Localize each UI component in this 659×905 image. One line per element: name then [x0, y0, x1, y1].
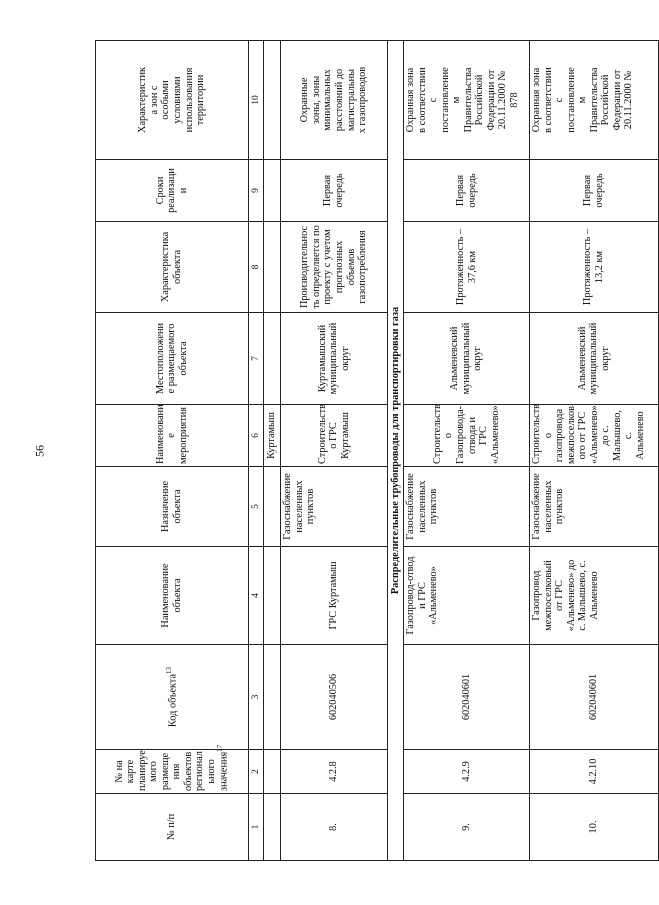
continuation-cell	[264, 41, 281, 160]
column-number-row	[249, 41, 264, 861]
column-number: 3	[249, 645, 264, 750]
table-row	[404, 41, 530, 861]
section-title: Распределительные трубопроводы для транспортировки газа	[388, 41, 404, 861]
measure-name: Строительств о Газопровода- отвода и ГРС «Альменево»	[404, 405, 530, 467]
object-code: 602040601	[404, 645, 530, 750]
header-map-number-text: № на карте планируе мого размеще ния объектов регионал ьного значения	[113, 750, 230, 791]
header-object-code-text: Код объекта	[166, 673, 178, 728]
column-number: 4	[249, 547, 264, 645]
table-row	[530, 41, 659, 861]
continuation-cell	[264, 313, 281, 405]
continuation-cell	[264, 750, 281, 794]
measure-name: Строительств о газопровода межпоселков ого от ГРС «Альменево» до с. Малышево, с. Альменево	[530, 405, 659, 467]
header-object-code-footnote: 13	[164, 666, 173, 674]
row-number: 10.	[530, 794, 659, 861]
continuation-cell-kurtamysh: Куртамыш	[264, 405, 281, 467]
special-zones: Охранные зоны, зоны минимальных расстояний до магистральны х газопроводов	[281, 41, 388, 160]
object-location: Альменевский муниципальный округ	[530, 313, 659, 405]
page-number: 56	[32, 445, 47, 457]
header-object-characteristics: Характеристика объекта	[96, 222, 249, 313]
column-number: 5	[249, 467, 264, 547]
object-purpose: Газоснабжение населенных пунктов	[530, 467, 659, 547]
header-map-number	[96, 744, 249, 794]
object-code: 602040601	[530, 645, 659, 750]
map-number: 4.2.10	[530, 750, 659, 794]
header-measure-name: Наименовани е мероприятия	[96, 405, 249, 467]
header-row-number: № п/п	[96, 794, 249, 861]
object-name: Газопровод-отвод и ГРС «Альменево»	[404, 547, 530, 645]
special-zones: Охранная зона в соответствии с постановление м Правительства Российской Федерации от 20.11.2000 №	[530, 41, 659, 160]
regional-objects-table	[95, 40, 659, 861]
object-location: Куртамышский муниципальный округ	[281, 313, 388, 405]
object-purpose: Газоснабжение населенных пунктов	[281, 467, 388, 547]
object-name: ГРС Куртамыш	[281, 547, 388, 645]
header-object-code	[96, 645, 249, 750]
continuation-row	[264, 41, 281, 861]
rotated-table-container	[95, 41, 646, 861]
object-purpose: Газоснабжение населенных пунктов	[404, 467, 530, 547]
continuation-cell	[264, 467, 281, 547]
section-header-row	[388, 41, 404, 861]
header-implementation-term: Сроки реализаци и	[96, 160, 249, 222]
header-map-number-footnote: 17	[216, 744, 225, 752]
implementation-term: Первая очередь	[281, 160, 388, 222]
continuation-cell	[264, 160, 281, 222]
implementation-term: Первая очередь	[404, 160, 530, 222]
header-object-purpose: Назначение объекта	[96, 467, 249, 547]
map-number: 4.2.9	[404, 750, 530, 794]
object-name: Газопровод межпоселковый от ГРС «Альменево» до с. Малышево, с. Альменево	[530, 547, 659, 645]
column-number: 1	[249, 794, 264, 861]
object-code: 602040506	[281, 645, 388, 750]
object-location: Альменевский муниципальный округ	[404, 313, 530, 405]
column-number: 8	[249, 222, 264, 313]
map-number: 4.2.8	[281, 750, 388, 794]
column-number: 2	[249, 750, 264, 794]
measure-name: Строительств о ГРС Куртамыш	[281, 405, 388, 467]
implementation-term: Первая очередь	[530, 160, 659, 222]
continuation-cell	[264, 222, 281, 313]
row-number: 9.	[404, 794, 530, 861]
column-number: 7	[249, 313, 264, 405]
continuation-cell	[264, 794, 281, 861]
object-characteristics: Протяженность – 13,2 км	[530, 222, 659, 313]
header-object-name: Наименование объекта	[96, 547, 249, 645]
column-number: 6	[249, 405, 264, 467]
table-row	[281, 41, 388, 861]
column-number: 9	[249, 160, 264, 222]
column-number: 10	[249, 41, 264, 160]
row-number: 8.	[281, 794, 388, 861]
object-characteristics: Протяженность – 37,6 км	[404, 222, 530, 313]
object-characteristics: Производительнос ть определяется по проекту с учетом прогнозных объемов газопотребления	[281, 222, 388, 313]
special-zones: Охранная зона в соответствии с постановление м Правительства Российской Федерации от 20.11.2000 № 878	[404, 41, 530, 160]
continuation-cell	[264, 645, 281, 750]
header-object-location: Местоположени е размещаемого объекта	[96, 313, 249, 405]
continuation-cell	[264, 547, 281, 645]
header-row	[96, 41, 249, 861]
header-special-zones: Характеристик а зон с особыми условиями использования территории	[96, 41, 249, 160]
